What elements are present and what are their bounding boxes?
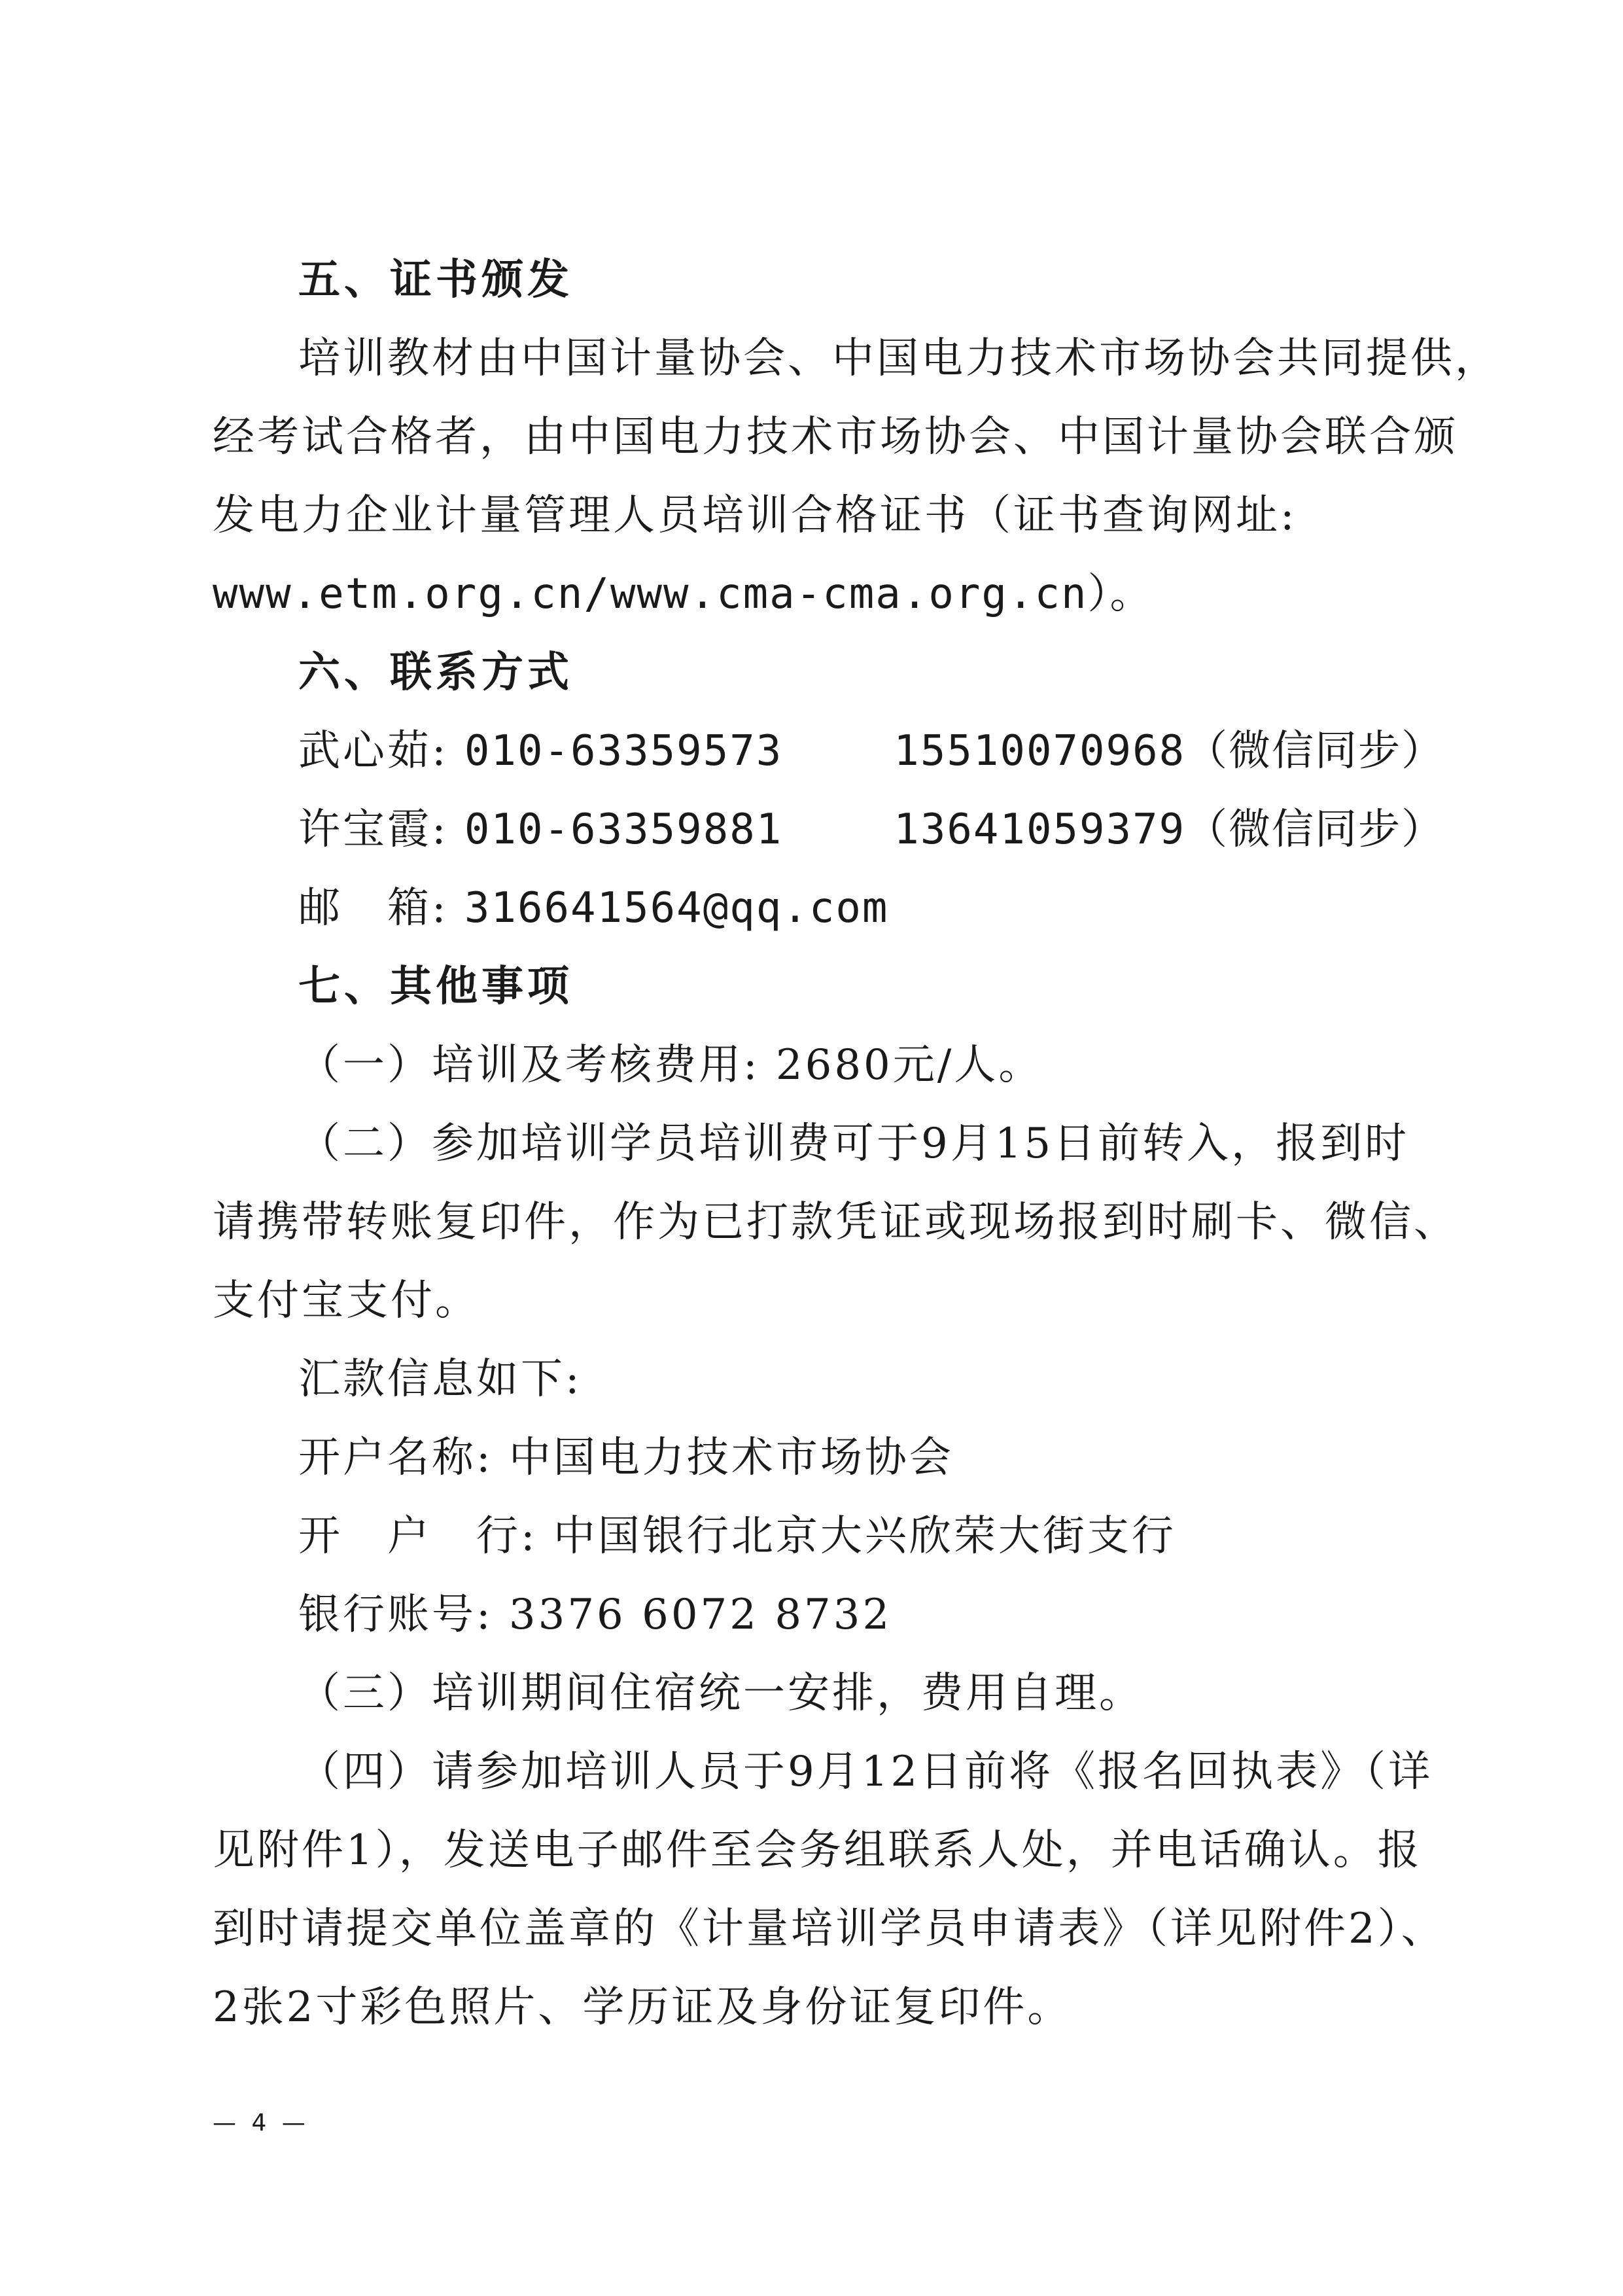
section-heading-certificate: 五、证书颁发	[298, 256, 573, 304]
bank-name: 开 户 行: 中国银行北京大兴欣荣大街支行	[298, 1512, 1176, 1561]
contact-row	[298, 725, 1444, 777]
contact-tel: 010-63359573	[464, 727, 783, 775]
account-name: 开户名称: 中国电力技术市场协会	[298, 1434, 954, 1482]
accommodation-item: （三）培训期间住宿统一安排，费用自理。	[298, 1669, 1143, 1718]
fee-item: （一）培训及考核费用: 2680元/人。	[298, 1041, 1043, 1089]
paragraph-line: 经考试合格者，由中国电力技术市场协会、中国计量协会联合颁	[213, 413, 1458, 461]
contact-name: 许宝霞:	[298, 805, 449, 854]
account-number: 银行账号: 3376 6072 8732	[298, 1591, 892, 1639]
email-address: 316641564@qq.com	[464, 884, 889, 932]
paragraph-line: 见附件1），发送电子邮件至会务组联系人处，并电话确认。报	[213, 1826, 1422, 1875]
certificate-query-url: www.etm.org.cn/www.cma-cma.org.cn）。	[213, 570, 1153, 618]
contact-mobile: 13641059379（微信同步）	[894, 805, 1445, 854]
contact-name: 武心茹:	[298, 727, 449, 775]
paragraph-line: （二）参加培训学员培训费可于9月15日前转入，报到时	[298, 1120, 1410, 1168]
paragraph-line: 发电力企业计量管理人员培训合格证书（证书查询网址:	[213, 491, 1297, 540]
remit-title: 汇款信息如下:	[298, 1355, 582, 1404]
paragraph-line: 到时请提交单位盖章的《计量培训学员申请表》（详见附件2）、	[213, 1905, 1446, 1953]
paragraph-line: 2张2寸彩色照片、学历证及身份证复印件。	[213, 1983, 1072, 2032]
page-number: — 4 —	[213, 2110, 309, 2136]
contact-email-row	[298, 882, 888, 934]
paragraph-line: 支付宝支付。	[213, 1277, 480, 1325]
section-heading-contact: 六、联系方式	[298, 648, 573, 697]
contact-mobile: 15510070968（微信同步）	[894, 727, 1445, 775]
paragraph-line: （四）请参加培训人员于9月12日前将《报名回执表》（详	[298, 1748, 1433, 1796]
paragraph-line: 培训教材由中国计量协会、中国电力技术市场协会共同提供，	[298, 334, 1499, 383]
email-label: 邮 箱:	[298, 884, 449, 932]
paragraph-line: 请携带转账复印件，作为已打款凭证或现场报到时刷卡、微信、	[213, 1198, 1458, 1246]
section-heading-other: 七、其他事项	[298, 963, 573, 1011]
contact-tel: 010-63359881	[464, 805, 783, 854]
contact-row	[298, 804, 1444, 856]
